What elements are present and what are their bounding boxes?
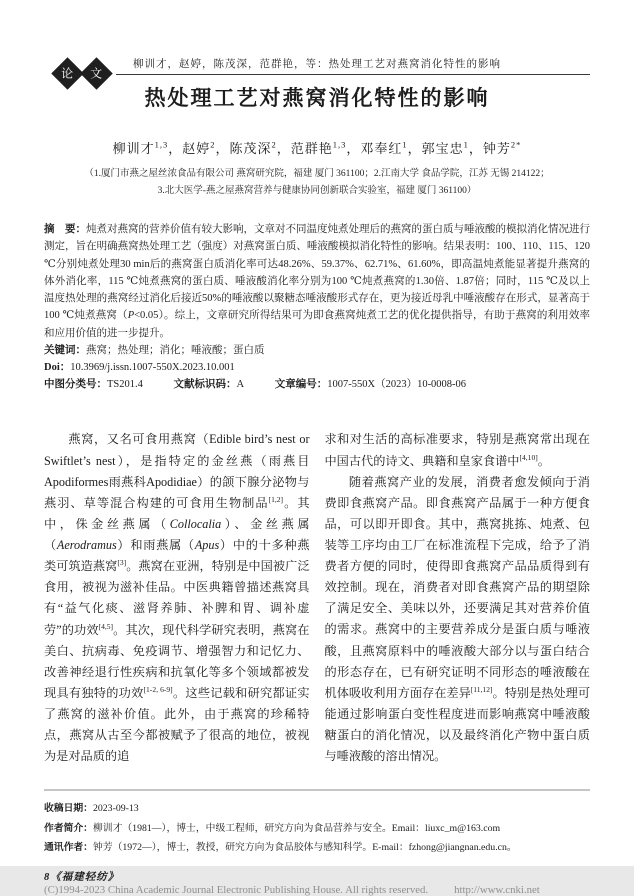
classification-line bbox=[44, 376, 590, 393]
clc-value: TS201.4 bbox=[107, 379, 143, 391]
page-number-journal: 8《福建轻纺》 bbox=[44, 871, 120, 883]
author-bio-label: 作者简介： bbox=[44, 822, 93, 834]
affiliation-line: 3.北大医学-燕之屋燕窝营养与健康协同创新联合实验室，福建 厦门 361100） bbox=[157, 185, 477, 196]
received-date-label: 收稿日期： bbox=[44, 803, 93, 815]
footnote-rule bbox=[44, 789, 590, 791]
right-column bbox=[325, 429, 591, 767]
body-paragraph: 求和对生活的高标准要求，特别是燕窝常出现在中国古代的诗文、典籍和皇家食谱中[4,10]。 bbox=[324, 432, 590, 468]
keywords-text: 燕窝；热处理；消化；唾液酸；蛋白质 bbox=[86, 344, 265, 356]
copyright-text: (C)1994-2023 China Academic Journal Electronic Publishing House. All rights reserved. bbox=[44, 883, 429, 896]
left-column bbox=[44, 429, 310, 767]
clc-item bbox=[44, 376, 143, 393]
body-columns bbox=[44, 429, 590, 767]
footnotes bbox=[44, 799, 590, 856]
article-id-item bbox=[275, 376, 466, 393]
author-bio-line bbox=[44, 819, 590, 838]
stamp-char: 论 bbox=[61, 66, 74, 81]
stamp-char: 文 bbox=[90, 66, 103, 81]
article-id-label: 文章编号： bbox=[274, 379, 328, 391]
author-byline: 柳训才$^{1,3}$，赵婷$^2$，陈茂深$^2$，范群艳$^{1,3}$，邓奉红$^1$，郭宝忠$^1$，钟芳$^{2*}$ bbox=[112, 139, 522, 156]
article-title: 热处理工艺对燕窝消化特性的影响 bbox=[144, 86, 490, 110]
running-head: 柳训才，赵婷，陈茂深，范群艳，等：热处理工艺对燕窝消化特性的影响 bbox=[133, 59, 501, 70]
doi-line bbox=[44, 359, 590, 376]
author-bio-value: 柳训才（1981—），博士，中级工程师，研究方向为食品营养与安全。Email：liuxc_m@163.com bbox=[92, 822, 501, 834]
keywords-label: 关键词： bbox=[44, 344, 86, 356]
doc-code-label: 文献标识码： bbox=[173, 379, 237, 391]
received-date-value: 2023-09-13 bbox=[92, 803, 139, 815]
abstract-label: 摘 要： bbox=[44, 224, 86, 236]
body-paragraph: 燕窝，又名可食用燕窝（Edible bird’s nest or Swiftlet’s nest），是指特定的金丝燕（雨燕目Apodiformes雨燕科Apodidiae）的颌下腺分泌物与燕羽、草等混合构建的可食用生物制品[1,2]。其中，侏金丝燕属（Collocalia）、金丝燕属（Aerodramus）和雨燕属（Apus）中的十多种燕类可筑造燕窝[3]。燕窝在亚洲，特别是中国被广泛食用，被视为滋补佳品。中医典籍曾描述燕窝具有“益气化痰、滋肾养肺、补脾和胃、调补虚劳”的功效[4,5]。其次，现代科学研究表明，燕窝在美白、抗病毒、免疫调节、增强智力和记忆力、改善神经退行性疾病和抗氧化等多个领域都被发现具有独特的功效[1-2, 6-9]。这些记载和研究都证实了燕窝的滋补价值。此外，由于燕窝的珍稀特点，燕窝从古至今都被赋予了很高的地位，被视为是对品质的追 bbox=[44, 432, 310, 764]
cnki-link[interactable]: http://www.cnki.net bbox=[454, 883, 540, 896]
corresponding-author-line bbox=[44, 838, 590, 857]
abstract-paragraph bbox=[44, 221, 590, 342]
doc-code-item bbox=[174, 376, 245, 393]
affiliation-line: （1.厦门市燕之屋丝浓食品有限公司 燕窝研究院，福建 厦门 361100；2.江南大学 食品学院，江苏 无锡 214122； bbox=[84, 169, 550, 179]
abstract-section bbox=[44, 221, 590, 393]
clc-label: 中图分类号： bbox=[44, 379, 107, 391]
header-rule bbox=[116, 74, 590, 75]
corresponding-author-label: 通讯作者： bbox=[44, 841, 93, 853]
article-id-value: 1007-550X（2023）10-0008-06 bbox=[327, 379, 467, 391]
affiliations bbox=[44, 166, 590, 199]
corresponding-author-value: 钟芳（1972—），博士，教授，研究方向为食品胶体与感知科学。E-mail：fzhong@jiangnan.edu.cn。 bbox=[92, 841, 517, 853]
abstract-text: 炖煮对燕窝的营养价值有较大影响，文章对不同温度炖煮处理后的燕窝的蛋白质与唾液酸的模拟消化情况进行测定，旨在明确燕窝热处理工艺（强度）对燕窝蛋白质、唾液酸模拟消化特性的影响。结果表明：100、110、115、120 ℃分别炖煮处理30 min后的燕窝蛋白质消化率可达48.26%、59.37%、62.71%、61.60%，即高温炖煮能显著提升燕窝的体外消化率，115 ℃炖煮燕窝的蛋白质、唾液酸消化率分别为100 ℃炖煮燕窝的1.30倍、1.87倍；同时，115 ℃及以上温度热处理的燕窝经过消化后接近50%的唾液酸以聚糖态唾液酸形式存在，更为接近母乳中唾液酸存在形式，显著高于100 ℃炖煮燕窝（P<0.05）。综上，文章研究所得结果可为即食燕窝炖煮工艺的优化提供指导，有助于燕窝的利用效率和应用价值的进一步提升。 bbox=[44, 224, 590, 339]
copyright-bar bbox=[0, 884, 634, 896]
received-date-line bbox=[44, 799, 590, 818]
keywords-line bbox=[44, 342, 590, 359]
doi-label: Doi： bbox=[44, 362, 71, 373]
doc-code-value: A bbox=[236, 379, 245, 391]
body-paragraph: 随着燕窝产业的发展，消费者愈发倾向于消费即食燕窝产品。即食燕窝产品属于一种方便食品，可以即开即食。其中，燕窝挑拣、炖煮、包装等工序均由工厂在标准流程下完成，给予了消费者方便的同时，使得即食燕窝产品品质得到有效控制。现在，消费者对即食燕窝产品的期望除了满足安全、美味以外，还要满足其对营养价值的需求。燕窝中的主要营养成分是蛋白质与唾液酸，且燕窝原料中的唾液酸大部分以与蛋白结合的形态存在，已有研究证明不同形态的唾液酸在机体吸收利用方面存在差异[11,12]。特别是热处理可能通过影响蛋白变性程度进而影响燕窝中唾液酸糖蛋白的消化情况，以及最终消化产物中蛋白质与唾液酸的溶出情况。 bbox=[324, 474, 591, 764]
doi-text: 10.3969/j.issn.1007-550X.2023.10.001 bbox=[70, 362, 235, 373]
